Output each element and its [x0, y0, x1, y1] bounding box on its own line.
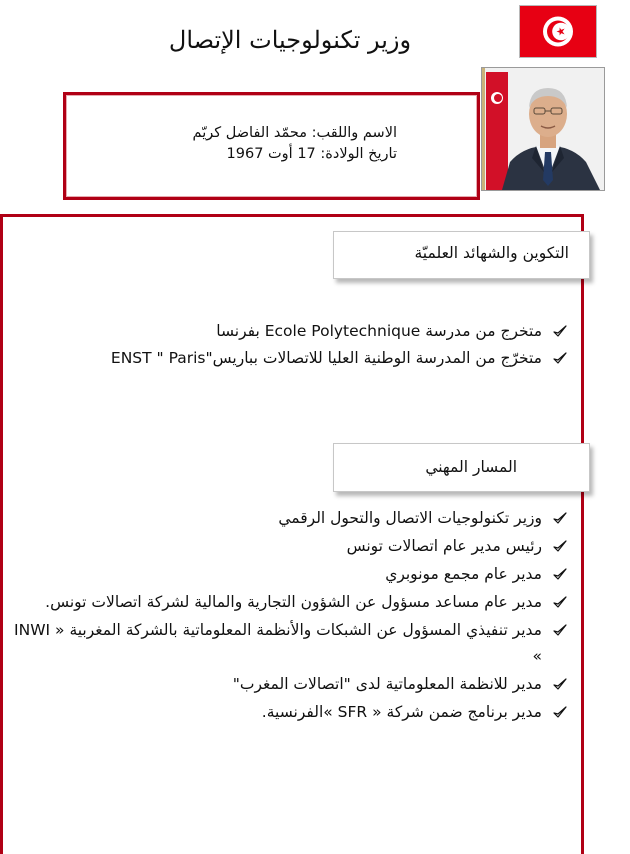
career-item-text: مدير تنفيذي المسؤول عن الشبكات والأنظمة المعلوماتية بالشركة المغربية « INWI » [14, 621, 542, 665]
career-item-text: مدير للانظمة المعلوماتية لدى "اتصالات المغرب" [232, 675, 542, 693]
birth-date-line: تاريخ الولادة: 17 أوت 1967 [226, 146, 397, 162]
tunisia-flag-icon [519, 5, 597, 58]
career-list [10, 505, 570, 727]
name-line: الاسم واللقب: محمّد الفاضل كريّم [192, 125, 397, 141]
list-item [10, 533, 570, 559]
education-item-text: متخرّج من المدرسة الوطنية العليا للاتصالات بباريس"ENST " Paris [110, 349, 542, 367]
check-arrow-icon [552, 510, 568, 526]
career-item-text: مدير عام مجمع مونوبري [385, 565, 542, 583]
check-arrow-icon [552, 566, 568, 582]
list-item [55, 318, 570, 344]
career-item-text: مدير عام مساعد مسؤول عن الشؤون التجارية والمالية لشركة اتصالات تونس. [45, 593, 542, 611]
list-item [10, 505, 570, 531]
career-heading: المسار المهني [333, 443, 590, 492]
career-item-text: مدير برنامج ضمن شركة « SFR »الفرنسية. [261, 703, 542, 721]
check-arrow-icon [552, 704, 568, 720]
list-item [10, 699, 570, 725]
list-item [55, 345, 570, 371]
career-item-text: رئيس مدير عام اتصالات تونس [346, 537, 542, 555]
check-arrow-icon [552, 676, 568, 692]
check-arrow-icon [552, 594, 568, 610]
list-item [10, 589, 570, 615]
check-arrow-icon [552, 622, 568, 638]
page-title: وزير تكنولوجيات الإتصال [168, 26, 412, 54]
check-arrow-icon [552, 323, 568, 339]
portrait-photo [481, 67, 605, 191]
education-list [55, 318, 570, 372]
list-item [10, 671, 570, 697]
education-item-text: متخرج من مدرسة Ecole Polytechnique بفرنسا [216, 322, 542, 340]
list-item [10, 617, 570, 669]
identity-box [63, 92, 480, 200]
education-heading: التكوين والشهائد العلميّة [333, 231, 590, 279]
check-arrow-icon [552, 350, 568, 366]
check-arrow-icon [552, 538, 568, 554]
list-item [10, 561, 570, 587]
career-item-text: وزير تكنولوجيات الاتصال والتحول الرقمي [278, 509, 542, 527]
